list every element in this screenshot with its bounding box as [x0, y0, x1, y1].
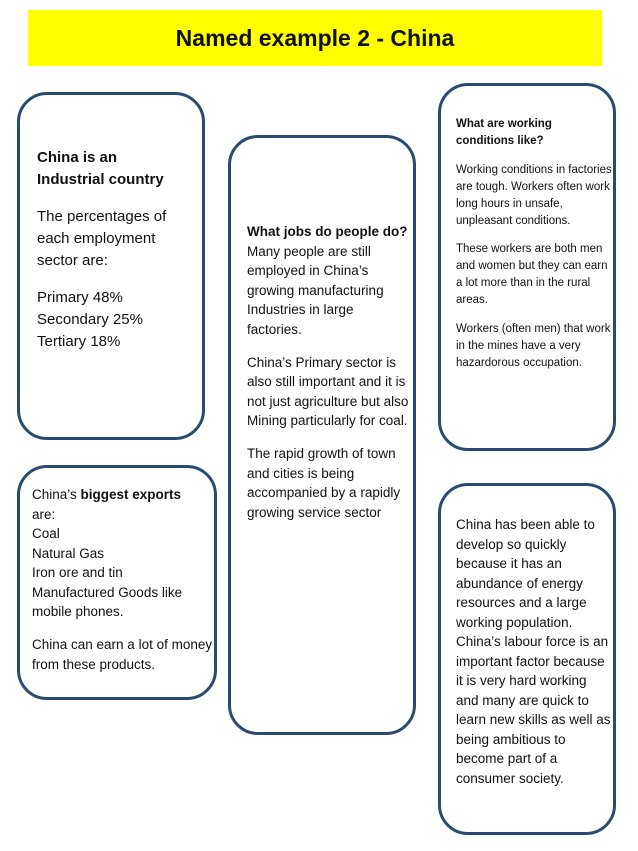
exports-lead-suffix: are:: [32, 506, 56, 522]
conditions-heading: What are working conditions like?: [456, 118, 552, 147]
employment-intro: The percentages of each employment sector are:: [37, 208, 167, 269]
exports-text: [32, 485, 214, 674]
conditions-paragraph-2: These workers are both men and women but they can earn a lot more than in the rural areas.: [456, 243, 608, 306]
development-text: [456, 515, 612, 788]
page-title: Named example 2 - China: [175, 24, 455, 51]
jobs-paragraph-2: China’s Primary sector is also still important and it is not just agriculture but also Mining particularly for coal.: [247, 354, 409, 428]
tertiary-percentage: Tertiary 18%: [37, 333, 121, 350]
industrial-country-text: [37, 147, 197, 353]
jobs-heading: What jobs do people do?: [247, 224, 408, 239]
title-banner: [28, 10, 602, 66]
export-item: Natural Gas: [32, 545, 105, 561]
jobs-paragraph-3: The rapid growth of town and cities is being accompanied by a rapidly growing service sector: [247, 446, 401, 520]
export-item: Coal: [32, 526, 60, 541]
jobs-paragraph-1: Many people are still employed in China’s growing manufacturing Industries in large factories.: [247, 243, 384, 337]
working-conditions-text: [456, 116, 612, 372]
working-conditions-card: [438, 83, 616, 451]
exports-lead: [32, 485, 214, 505]
conditions-paragraph-3: Workers (often men) that work in the mines have a very hazardorous occupation.: [456, 322, 611, 369]
exports-closing: China can earn a lot of money from these products.: [32, 637, 213, 672]
industrial-heading-line2: Industrial country: [37, 171, 164, 188]
conditions-paragraph-1: Working conditions in factories are tough. Workers often work long hours in unsafe, unpleasant conditions.: [456, 163, 612, 227]
export-item: Iron ore and tin: [32, 565, 123, 580]
industrial-heading-line1: China is an: [37, 149, 118, 166]
exports-lead-prefix: China’s: [32, 487, 81, 502]
jobs-text: [247, 222, 411, 522]
exports-lead-bold: biggest exports: [80, 487, 182, 502]
jobs-card: [228, 135, 416, 735]
export-item: Manufactured Goods like mobile phones.: [32, 584, 183, 619]
industrial-country-card: [17, 92, 205, 440]
secondary-percentage: Secondary 25%: [37, 311, 143, 328]
exports-card: [17, 465, 217, 700]
development-paragraph: China has been able to develop so quickly because it has an abundance of energy resources and a large working population. China’s labour force is an important factor because it is very hard working and many are quick to learn new skills as well as being ambitious to become part of a consumer society.: [456, 517, 611, 786]
development-card: [438, 483, 616, 835]
primary-percentage: Primary 48%: [37, 289, 123, 306]
